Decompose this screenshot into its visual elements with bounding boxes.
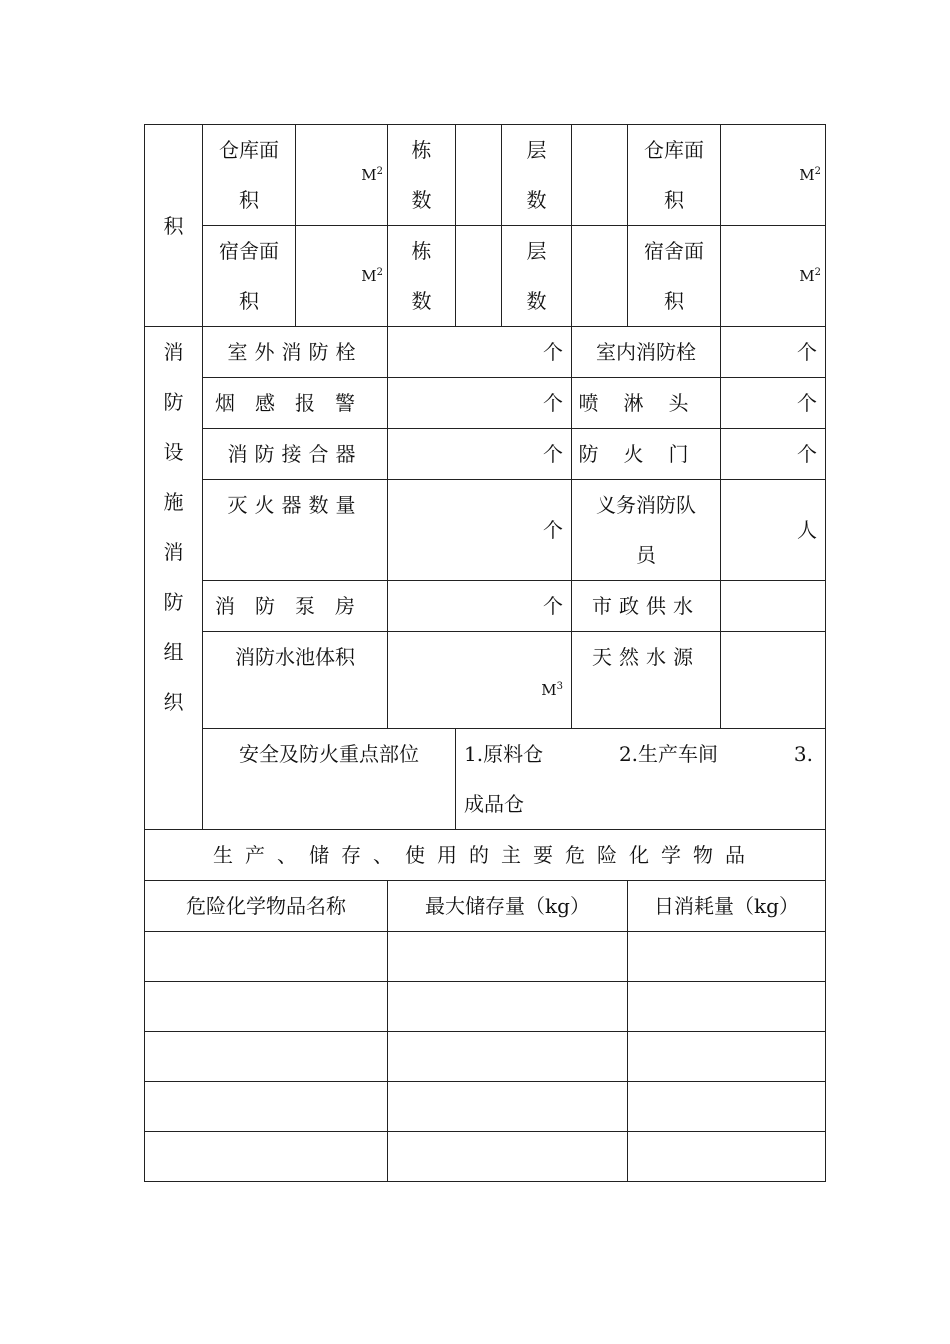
pump-room-label: 消防泵房 [203,581,388,632]
indoor-hydrant-unit: 个 [721,327,826,378]
buildings-label: 栋 数 [388,125,456,226]
max-storage-cell [388,1082,628,1132]
fire-row-extinguisher [145,480,826,581]
smoke-alarm-label: 烟感报警 [203,378,388,429]
warehouse-area-unit-2: $M^2$ [721,125,826,226]
key-parts-row [145,729,826,830]
col-header-name: 危险化学物品名称 [145,881,388,932]
chemical-name-cell [145,1032,388,1082]
dorm-floors-value [572,226,628,327]
key-parts-value [456,729,826,830]
fire-safety-form-table [144,124,826,1182]
natural-water-label: 天然水源 [572,632,721,729]
col-header-max-storage: 最大储存量（kg） [388,881,628,932]
warehouse-area-label: 仓库面 积 [203,125,296,226]
outdoor-hydrant-unit: 个 [388,327,572,378]
max-storage-cell [388,1132,628,1182]
pool-volume-label: 消防水池体积 [203,632,388,729]
chemicals-title-row [145,830,826,881]
sprinkler-unit: 个 [721,378,826,429]
smoke-alarm-unit: 个 [388,378,572,429]
daily-use-cell [628,982,826,1032]
sprinkler-label: 喷淋头 [572,378,721,429]
chemical-name-cell [145,932,388,982]
max-storage-cell [388,982,628,1032]
table-row [145,932,826,982]
key-part-3-prefix: 3. [793,742,813,766]
fire-door-unit: 个 [721,429,826,480]
max-storage-cell [388,1032,628,1082]
outdoor-hydrant-label: 室外消防栓 [203,327,388,378]
dorm-area-unit: $M^2$ [296,226,388,327]
dorm-buildings-value [456,226,502,327]
area-row-warehouse [145,125,826,226]
volunteers-label: 义务消防队 员 [572,480,721,581]
extinguisher-label: 灭火器数量 [203,480,388,581]
chemicals-header-row [145,881,826,932]
municipal-water-value [721,581,826,632]
chemicals-title: 生产、储存、使用的主要危险化学物品 [145,830,826,881]
natural-water-value [721,632,826,729]
key-part-1: 1.原料仓 [464,742,544,766]
area-side-label: 积 [145,125,203,327]
daily-use-cell [628,1032,826,1082]
max-storage-cell [388,932,628,982]
col-header-daily-use: 日消耗量（kg） [628,881,826,932]
floors-value [572,125,628,226]
fire-row-pool [145,632,826,729]
fire-door-label: 防火门 [572,429,721,480]
table-row [145,982,826,1032]
fire-side-label: 消 防 设 施 消 防 组 织 [145,327,203,830]
floors-label: 层 数 [502,125,572,226]
warehouse-area-label-2: 仓库面 积 [628,125,721,226]
table-row [145,1082,826,1132]
table-row [145,1132,826,1182]
connector-unit: 个 [388,429,572,480]
pump-room-unit: 个 [388,581,572,632]
chemical-name-cell [145,1132,388,1182]
dorm-area-label-2: 宿舍面 积 [628,226,721,327]
area-row-dorm [145,226,826,327]
municipal-water-label: 市政供水 [572,581,721,632]
table-row [145,1032,826,1082]
chemical-name-cell [145,1082,388,1132]
extinguisher-unit: 个 [388,480,572,581]
chemical-name-cell [145,982,388,1032]
buildings-value [456,125,502,226]
key-part-3-text: 成品仓 [464,792,524,816]
daily-use-cell [628,1082,826,1132]
dorm-floors-label: 层 数 [502,226,572,327]
warehouse-area-unit: $M^2$ [296,125,388,226]
fire-row-smoke [145,378,826,429]
fire-row-hydrant [145,327,826,378]
connector-label: 消防接合器 [203,429,388,480]
indoor-hydrant-label: 室内消防栓 [572,327,721,378]
daily-use-cell [628,932,826,982]
daily-use-cell [628,1132,826,1182]
fire-row-pump [145,581,826,632]
dorm-area-unit-2: $M^2$ [721,226,826,327]
dorm-buildings-label: 栋 数 [388,226,456,327]
fire-row-connector [145,429,826,480]
key-part-2: 2.生产车间 [618,742,719,766]
key-parts-label: 安全及防火重点部位 [203,729,456,830]
pool-volume-unit: $M^3$ [388,632,572,729]
dorm-area-label: 宿舍面 积 [203,226,296,327]
volunteers-unit: 人 [721,480,826,581]
